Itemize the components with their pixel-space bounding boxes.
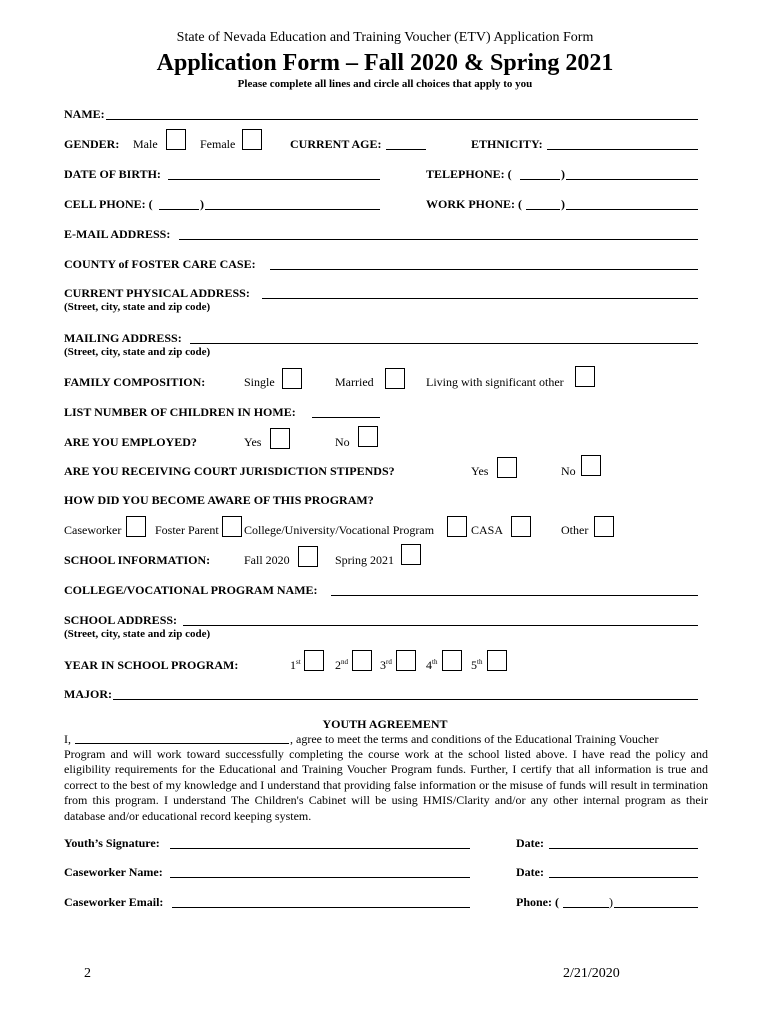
- phone-label: Phone: (: [516, 895, 559, 909]
- telephone-area-field[interactable]: [520, 179, 560, 180]
- work-phone-label: WORK PHONE: (: [426, 197, 522, 211]
- dob-label: DATE OF BIRTH:: [64, 167, 161, 181]
- male-label: Male: [133, 137, 158, 151]
- year-5-label: 5th: [471, 658, 483, 672]
- caseworker-label: Caseworker: [64, 523, 122, 537]
- spring-checkbox[interactable]: [401, 544, 421, 565]
- school-info-label: SCHOOL INFORMATION:: [64, 553, 211, 567]
- name-field[interactable]: [106, 119, 698, 120]
- telephone-label: TELEPHONE: (: [426, 167, 512, 181]
- living-with-checkbox[interactable]: [575, 366, 595, 387]
- phone-close: ): [609, 895, 613, 909]
- foster-parent-label: Foster Parent: [155, 523, 219, 537]
- work-area-field[interactable]: [526, 209, 560, 210]
- year-label: YEAR IN SCHOOL PROGRAM:: [64, 658, 239, 672]
- caseworker-email-label: Caseworker Email:: [64, 895, 164, 909]
- college-label: College/University/Vocational Program: [244, 523, 435, 537]
- other-label: Other: [561, 523, 589, 537]
- stipends-no-label: No: [561, 464, 576, 478]
- work-phone-field[interactable]: [566, 209, 698, 210]
- children-label: LIST NUMBER OF CHILDREN IN HOME:: [64, 405, 296, 419]
- year-2-checkbox[interactable]: [352, 650, 372, 671]
- year-2-label: 2nd: [335, 658, 348, 672]
- foster-parent-checkbox[interactable]: [222, 516, 242, 537]
- agreement-body: Program and will work toward successfully completing the course work at the school listed above. I have read the policy and eligibility requirements for the Educational and Training Voucher Program funds. Further, I certify that all information is true and correct to the best of my knowledge and I understand that providing false information or the misuse of funds will result in termination from this program. I understand The Children's Cabinet will be using HMIS/Clarity and/or any other internal program as their database and/or educational record keeping system.: [64, 747, 708, 823]
- physical-address-note: (Street, city, state and zip code): [64, 301, 211, 313]
- telephone-field[interactable]: [566, 179, 698, 180]
- agreement-i: I,: [64, 732, 71, 746]
- ethnicity-field[interactable]: [547, 149, 698, 150]
- male-checkbox[interactable]: [166, 129, 186, 150]
- other-checkbox[interactable]: [594, 516, 614, 537]
- school-address-label: SCHOOL ADDRESS:: [64, 613, 178, 627]
- year-1-label: 1st: [290, 658, 301, 672]
- female-checkbox[interactable]: [242, 129, 262, 150]
- married-label: Married: [335, 375, 374, 389]
- work-close: ): [561, 197, 565, 211]
- year-4-checkbox[interactable]: [442, 650, 462, 671]
- form-agency: State of Nevada Education and Training Voucher (ETV) Application Form: [176, 30, 594, 45]
- date2-field[interactable]: [549, 877, 698, 878]
- physical-address-label: CURRENT PHYSICAL ADDRESS:: [64, 286, 250, 300]
- fall-label: Fall 2020: [244, 553, 290, 567]
- footer-date: 2/21/2020: [563, 966, 620, 981]
- mailing-address-label: MAILING ADDRESS:: [64, 331, 182, 345]
- stipends-yes-checkbox[interactable]: [497, 457, 517, 478]
- agreement-name-field[interactable]: [75, 743, 289, 744]
- caseworker-name-label: Caseworker Name:: [64, 865, 163, 879]
- spring-label: Spring 2021: [335, 553, 395, 567]
- college-checkbox[interactable]: [447, 516, 467, 537]
- date1-label: Date:: [516, 836, 544, 850]
- agreement-line1: , agree to meet the terms and conditions of the Educational Training Voucher: [290, 732, 659, 746]
- cell-close: ): [200, 197, 204, 211]
- page-number: 2: [84, 966, 91, 981]
- cell-phone-field[interactable]: [205, 209, 380, 210]
- year-5-checkbox[interactable]: [487, 650, 507, 671]
- cell-area-field[interactable]: [159, 209, 199, 210]
- caseworker-email-field[interactable]: [172, 907, 470, 908]
- major-field[interactable]: [113, 699, 698, 700]
- female-label: Female: [200, 137, 236, 151]
- physical-address-field[interactable]: [262, 298, 698, 299]
- children-field[interactable]: [312, 417, 380, 418]
- mailing-address-note: (Street, city, state and zip code): [64, 346, 211, 358]
- employed-label: ARE YOU EMPLOYED?: [64, 435, 197, 449]
- youth-signature-label: Youth’s Signature:: [64, 836, 160, 850]
- agreement-heading: YOUTH AGREEMENT: [322, 717, 448, 731]
- phone-field[interactable]: [614, 907, 698, 908]
- cell-phone-label: CELL PHONE: (: [64, 197, 153, 211]
- county-field[interactable]: [270, 269, 698, 270]
- form-title: Application Form – Fall 2020 & Spring 2021: [156, 50, 614, 76]
- aware-label: HOW DID YOU BECOME AWARE OF THIS PROGRAM?: [64, 493, 374, 507]
- program-name-field[interactable]: [331, 595, 698, 596]
- phone-area-field[interactable]: [563, 907, 609, 908]
- year-3-checkbox[interactable]: [396, 650, 416, 671]
- caseworker-checkbox[interactable]: [126, 516, 146, 537]
- casa-label: CASA: [471, 523, 504, 537]
- current-age-field[interactable]: [386, 149, 426, 150]
- employed-yes-checkbox[interactable]: [270, 428, 290, 449]
- married-checkbox[interactable]: [385, 368, 405, 389]
- ethnicity-label: ETHNICITY:: [471, 137, 543, 151]
- year-3-label: 3rd: [380, 658, 392, 672]
- casa-checkbox[interactable]: [511, 516, 531, 537]
- current-age-label: CURRENT AGE:: [290, 137, 382, 151]
- living-with-label: Living with significant other: [426, 375, 564, 389]
- family-composition-label: FAMILY COMPOSITION:: [64, 375, 206, 389]
- mailing-address-field[interactable]: [190, 343, 698, 344]
- fall-checkbox[interactable]: [298, 546, 318, 567]
- school-address-note: (Street, city, state and zip code): [64, 628, 211, 640]
- employed-no-checkbox[interactable]: [358, 426, 378, 447]
- stipends-yes-label: Yes: [471, 464, 489, 478]
- stipends-no-checkbox[interactable]: [581, 455, 601, 476]
- date1-field[interactable]: [549, 848, 698, 849]
- county-label: COUNTY of FOSTER CARE CASE:: [64, 257, 256, 271]
- single-checkbox[interactable]: [282, 368, 302, 389]
- major-label: MAJOR:: [64, 687, 112, 701]
- single-label: Single: [244, 375, 275, 389]
- form-instruction: Please complete all lines and circle all choices that apply to you: [237, 78, 533, 90]
- telephone-close: ): [561, 167, 565, 181]
- youth-signature-field[interactable]: [170, 848, 470, 849]
- year-4-label: 4th: [426, 658, 438, 672]
- email-field[interactable]: [179, 239, 698, 240]
- dob-field[interactable]: [168, 179, 380, 180]
- name-label: NAME:: [64, 107, 105, 121]
- program-name-label: COLLEGE/VOCATIONAL PROGRAM NAME:: [64, 583, 318, 597]
- email-label: E-MAIL ADDRESS:: [64, 227, 171, 241]
- employed-no-label: No: [335, 435, 350, 449]
- gender-label: GENDER:: [64, 137, 120, 151]
- employed-yes-label: Yes: [244, 435, 262, 449]
- date2-label: Date:: [516, 865, 544, 879]
- caseworker-name-field[interactable]: [170, 877, 470, 878]
- year-1-checkbox[interactable]: [304, 650, 324, 671]
- school-address-field[interactable]: [183, 625, 698, 626]
- stipends-label: ARE YOU RECEIVING COURT JURISDICTION STIPENDS?: [64, 464, 395, 478]
